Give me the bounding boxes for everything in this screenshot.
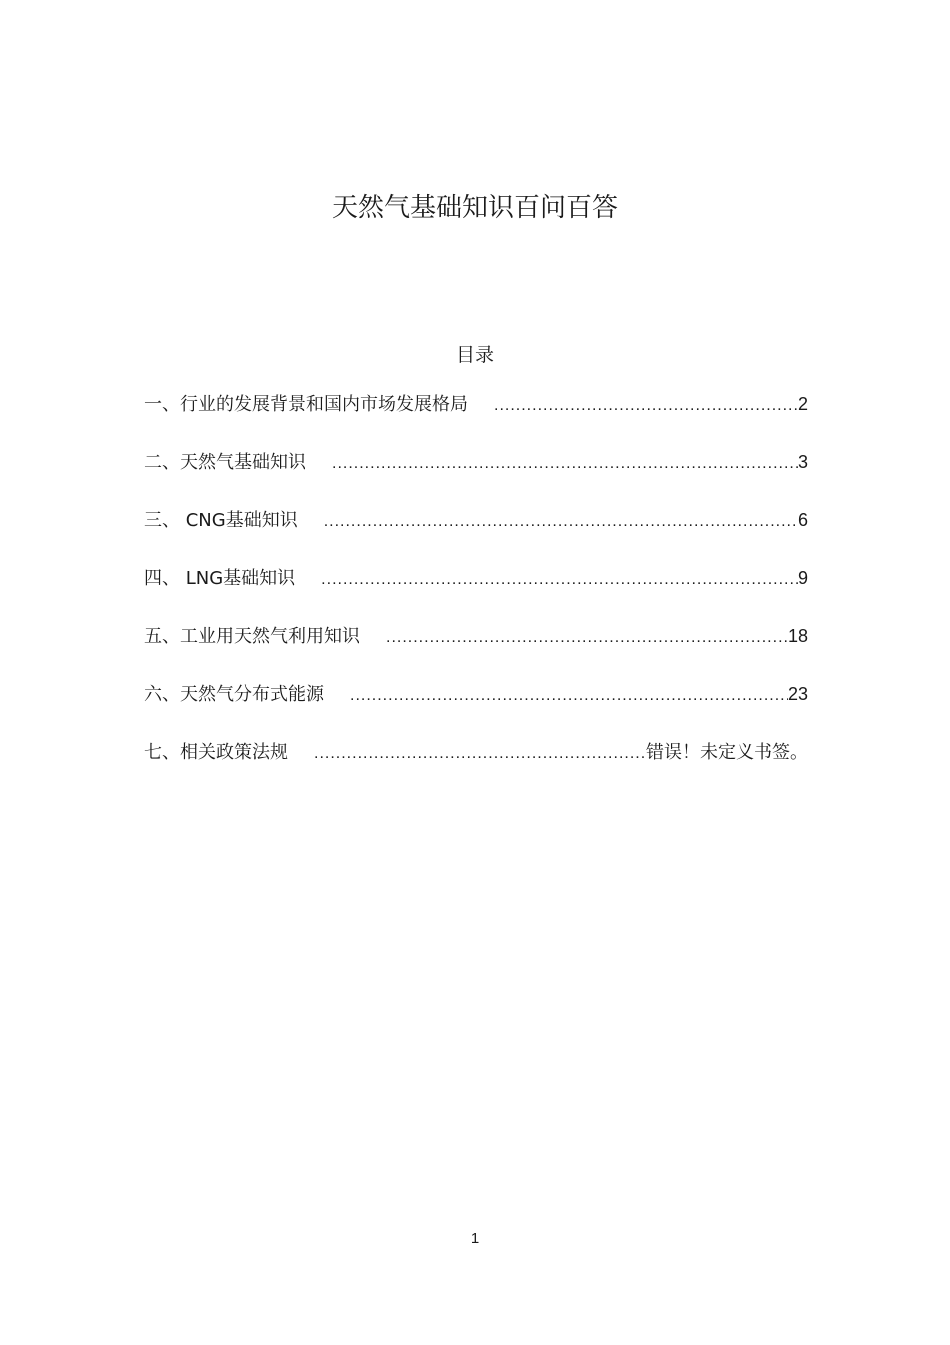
toc-leader-dots — [321, 566, 798, 594]
toc-entry-label: 五、工业用天然气利用知识 — [144, 626, 360, 647]
toc-entry[interactable] — [144, 622, 808, 680]
toc-entry-page: 9 — [797, 568, 808, 588]
toc-entry[interactable] — [144, 564, 808, 622]
toc-entry-label: 二、天然气基础知识 — [144, 452, 306, 473]
toc-entry[interactable] — [144, 738, 808, 796]
toc-entry-label: 七、相关政策法规 — [144, 742, 288, 763]
toc-entry[interactable] — [144, 506, 808, 564]
page-title: 天然气基础知识百问百答 — [331, 193, 618, 223]
page-number: 1 — [470, 1230, 480, 1247]
toc-leader-dots — [332, 450, 798, 478]
toc-entry-page: 2 — [797, 394, 808, 414]
toc-entry[interactable] — [144, 680, 808, 738]
toc-leader-dots — [350, 682, 788, 710]
toc-entry-label: 一、行业的发展背景和国内市场发展格局 — [144, 394, 468, 415]
table-of-contents — [144, 390, 808, 796]
toc-entry-page: 错误！未定义书签。 — [646, 742, 808, 762]
toc-leader-dots — [386, 624, 788, 652]
toc-entry-label: 六、天然气分布式能源 — [144, 684, 324, 705]
toc-entry[interactable] — [144, 448, 808, 506]
toc-leader-dots — [314, 740, 646, 768]
toc-leader-dots — [494, 392, 798, 420]
toc-entry-page: 6 — [797, 510, 808, 530]
toc-entry-label: 四、 LNG基础知识 — [144, 568, 296, 589]
toc-entry[interactable] — [144, 390, 808, 448]
toc-leader-dots — [324, 508, 798, 536]
toc-entry-page: 23 — [787, 684, 808, 704]
toc-entry-page: 18 — [787, 626, 808, 646]
toc-entry-page: 3 — [797, 452, 808, 472]
toc-heading: 目录 — [455, 344, 494, 366]
toc-entry-label: 三、 CNG基础知识 — [144, 510, 298, 531]
